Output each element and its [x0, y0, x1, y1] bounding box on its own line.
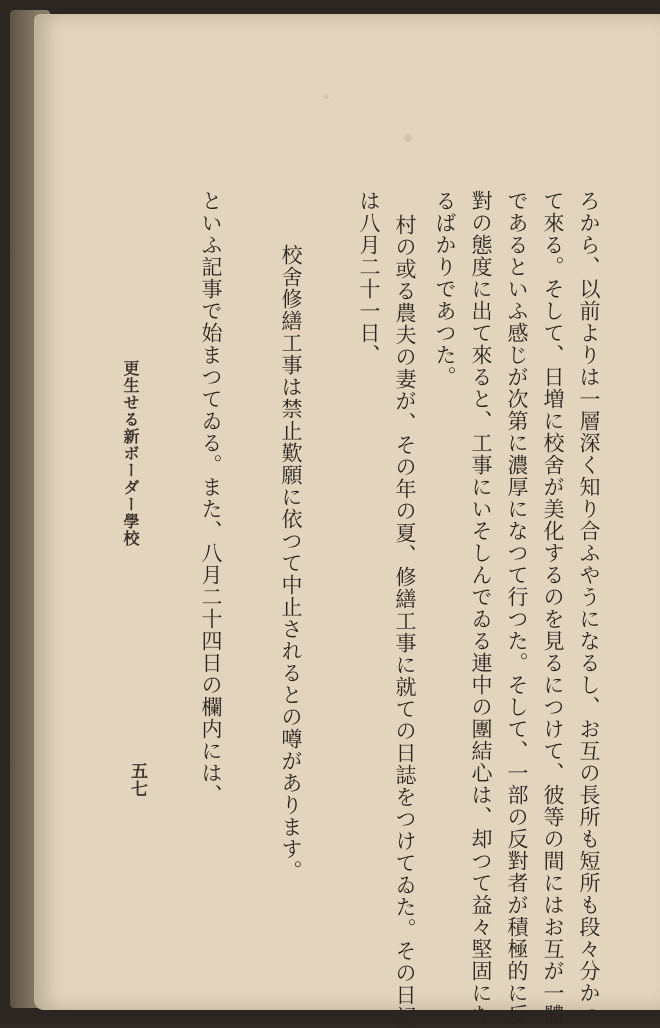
text-line-2: て來る。そして、日増に校舍が美化するのを見るにつけて、彼等の間にはお互が一體: [541, 190, 565, 1026]
running-header: 更生せる新ボーダー學校: [121, 360, 140, 547]
text-line-8-quote: 校舍修繕工事は禁止歎願に依つて中止されるとの噂があります。: [279, 244, 303, 882]
text-line-1: ろから、以前よりは一層深く知り合ふやうになるし、お互の長所も短所も段々分かつ: [577, 190, 601, 1026]
paper-spot: [324, 94, 329, 99]
text-line-3: であるといふ感じが次第に濃厚になつて行つた。そして、一部の反對者が積極的に反: [505, 190, 529, 1026]
text-line-4: 對の態度に出て來ると、工事にいそしんでゐる連中の團結心は、却つて益々堅固にな: [469, 190, 493, 1026]
paper-spot: [404, 134, 412, 142]
text-line-9: といふ記事で始まつてゐる。また、八月二十四日の欄内には、: [199, 190, 223, 806]
page-number: 五七: [127, 762, 147, 798]
text-line-7: は八月二十一日、: [357, 190, 381, 366]
text-line-5: るばかりであつた。: [433, 190, 457, 388]
text-line-6: 村の或る農夫の妻が、その年の夏、修繕工事に就ての日誌をつけてゐた。その日記: [393, 214, 417, 1028]
